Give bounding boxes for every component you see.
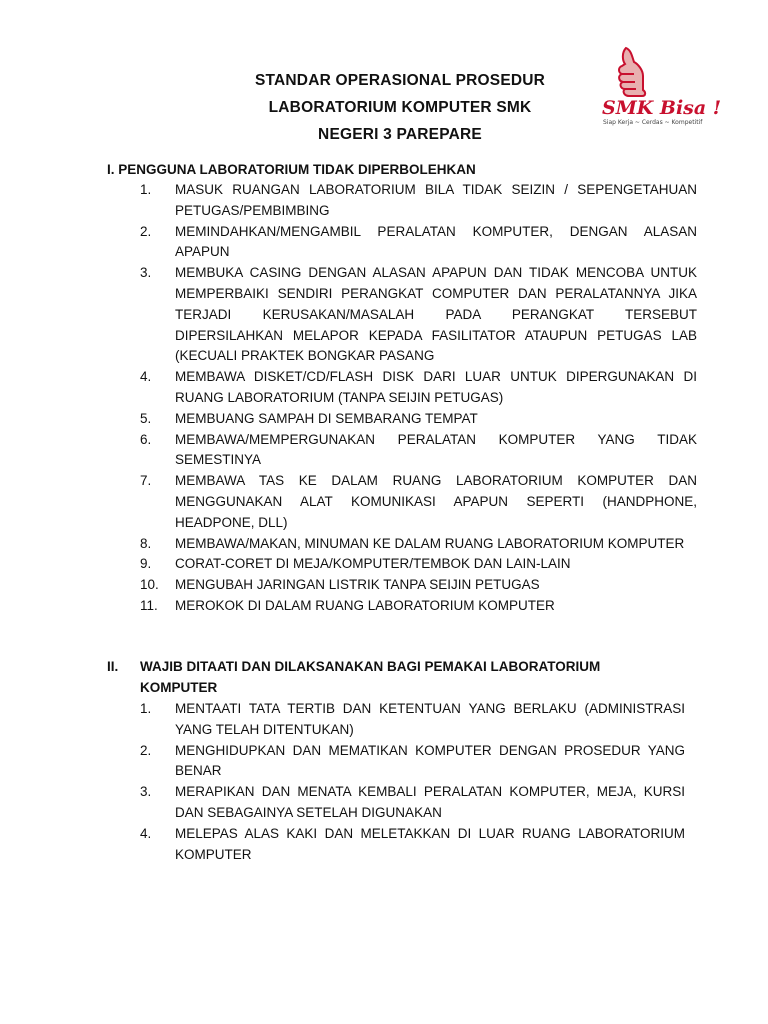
item-text: MASUK RUANGAN LABORATORIUM BILA TIDAK SEIZIN / SEPENGETAHUAN PETUGAS/PEMBIMBING: [175, 182, 697, 218]
item-number: 4.: [140, 369, 152, 385]
item-text: CORAT-CORET DI MEJA/KOMPUTER/TEMBOK DAN LAIN-LAIN: [175, 556, 571, 572]
title-line-1: STANDAR OPERASIONAL PROSEDUR: [254, 72, 546, 89]
item-text: MENGHIDUPKAN DAN MEMATIKAN KOMPUTER DENGAN PROSEDUR YANG BENAR: [175, 742, 685, 779]
list-item: [140, 534, 700, 555]
item-text: MENGUBAH JARINGAN LISTRIK TANPA SEIJIN PETUGAS: [175, 577, 540, 593]
item-number: 11.: [140, 597, 158, 613]
item-text: MEMBAWA TAS KE DALAM RUANG LABORATORIUM KOMPUTER DAN MENGGUNAKAN ALAT KOMUNIKASI APAPUN SEPERTI (HANDPHONE, HEADPONE, DLL): [175, 473, 697, 530]
section-1-list: [140, 180, 700, 617]
item-text: MEMBAWA/MEMPERGUNAKAN PERALATAN KOMPUTER YANG TIDAK SEMESTINYA: [175, 431, 697, 468]
list-item: [140, 699, 700, 741]
section-2-number: II.: [107, 659, 119, 674]
list-item: [140, 471, 700, 533]
item-number: 2.: [140, 742, 152, 758]
item-text: MERAPIKAN DAN MENATA KEMBALI PERALATAN KOMPUTER, MEJA, KURSI DAN SEBAGAINYA SETELAH DIGUNAKAN: [175, 784, 685, 820]
item-number: 9.: [140, 556, 152, 572]
list-item: [140, 824, 700, 866]
item-number: 3.: [140, 784, 152, 800]
item-text: MENTAATI TATA TERTIB DAN KETENTUAN YANG BERLAKU (ADMINISTRASI YANG TELAH DITENTUKAN): [175, 701, 685, 737]
item-number: 5.: [140, 410, 152, 426]
item-text: MEMBUANG SAMPAH DI SEMBARANG TEMPAT: [175, 410, 478, 426]
item-number: 3.: [140, 265, 152, 281]
item-number: 7.: [140, 473, 152, 489]
smk-bisa-logo: [598, 40, 722, 130]
document-title: [200, 67, 600, 148]
list-item: [140, 554, 700, 575]
item-number: 4.: [140, 825, 152, 841]
list-item: [140, 782, 700, 824]
item-number: 10.: [140, 577, 159, 593]
list-item: [140, 367, 700, 409]
section-2-heading: [107, 657, 707, 698]
item-text: MEMBUKA CASING DENGAN ALASAN APAPUN DAN TIDAK MENCOBA UNTUK MEMPERBAIKI SENDIRI PERANGKAT COMPUTER DAN PERALATANNYA JIKA TERJADI KERUSAKAN/MASALAH PADA PERANGKAT TERSEBUT DIPERSILAHKAN MELAPOR KEPADA FASILITATOR ATAUPUN PETUGAS LAB (KECUALI PRAKTEK BONGKAR PASANG: [175, 265, 697, 364]
list-item: [140, 409, 700, 430]
item-text: MEROKOK DI DALAM RUANG LABORATORIUM KOMPUTER: [175, 597, 555, 613]
section-2-list: [140, 699, 700, 865]
item-text: MEMBAWA/MAKAN, MINUMAN KE DALAM RUANG LABORATORIUM KOMPUTER: [175, 535, 685, 551]
list-item: [140, 180, 700, 222]
item-text: MEMBAWA DISKET/CD/FLASH DISK DARI LUAR UNTUK DIPERGUNAKAN DI RUANG LABORATORIUM (TANPA SEIJIN PETUGAS): [175, 369, 697, 405]
item-text: MELEPAS ALAS KAKI DAN MELETAKKAN DI LUAR RUANG LABORATORIUM KOMPUTER: [175, 825, 685, 862]
item-number: 6.: [140, 431, 152, 447]
item-number: 1.: [140, 182, 152, 197]
list-item: [140, 430, 700, 472]
list-item: [140, 575, 700, 596]
list-item: [140, 741, 700, 783]
item-text: MEMINDAHKAN/MENGAMBIL PERALATAN KOMPUTER, DENGAN ALASAN APAPUN: [175, 223, 697, 260]
logo-text: SMK Bisa !: [602, 97, 722, 119]
list-item: [140, 596, 700, 617]
item-number: 1.: [140, 701, 152, 716]
list-item: [140, 222, 700, 264]
logo-tagline: Siap Kerja ~ Cerdas ~ Kompetitif: [603, 119, 703, 126]
title-line-3: NEGERI 3 PAREPARE: [318, 126, 482, 143]
item-number: 8.: [140, 535, 152, 551]
title-line-2: LABORATORIUM KOMPUTER SMK: [268, 99, 532, 116]
section-2-title: WAJIB DITAATI DAN DILAKSANAKAN BAGI PEMAKAI LABORATORIUM KOMPUTER: [140, 659, 601, 695]
list-item: [140, 263, 700, 367]
thumbs-up-icon: [598, 40, 722, 130]
item-number: 2.: [140, 223, 152, 239]
section-1-heading: I. PENGGUNA LABORATORIUM TIDAK DIPERBOLEHKAN: [107, 162, 476, 177]
